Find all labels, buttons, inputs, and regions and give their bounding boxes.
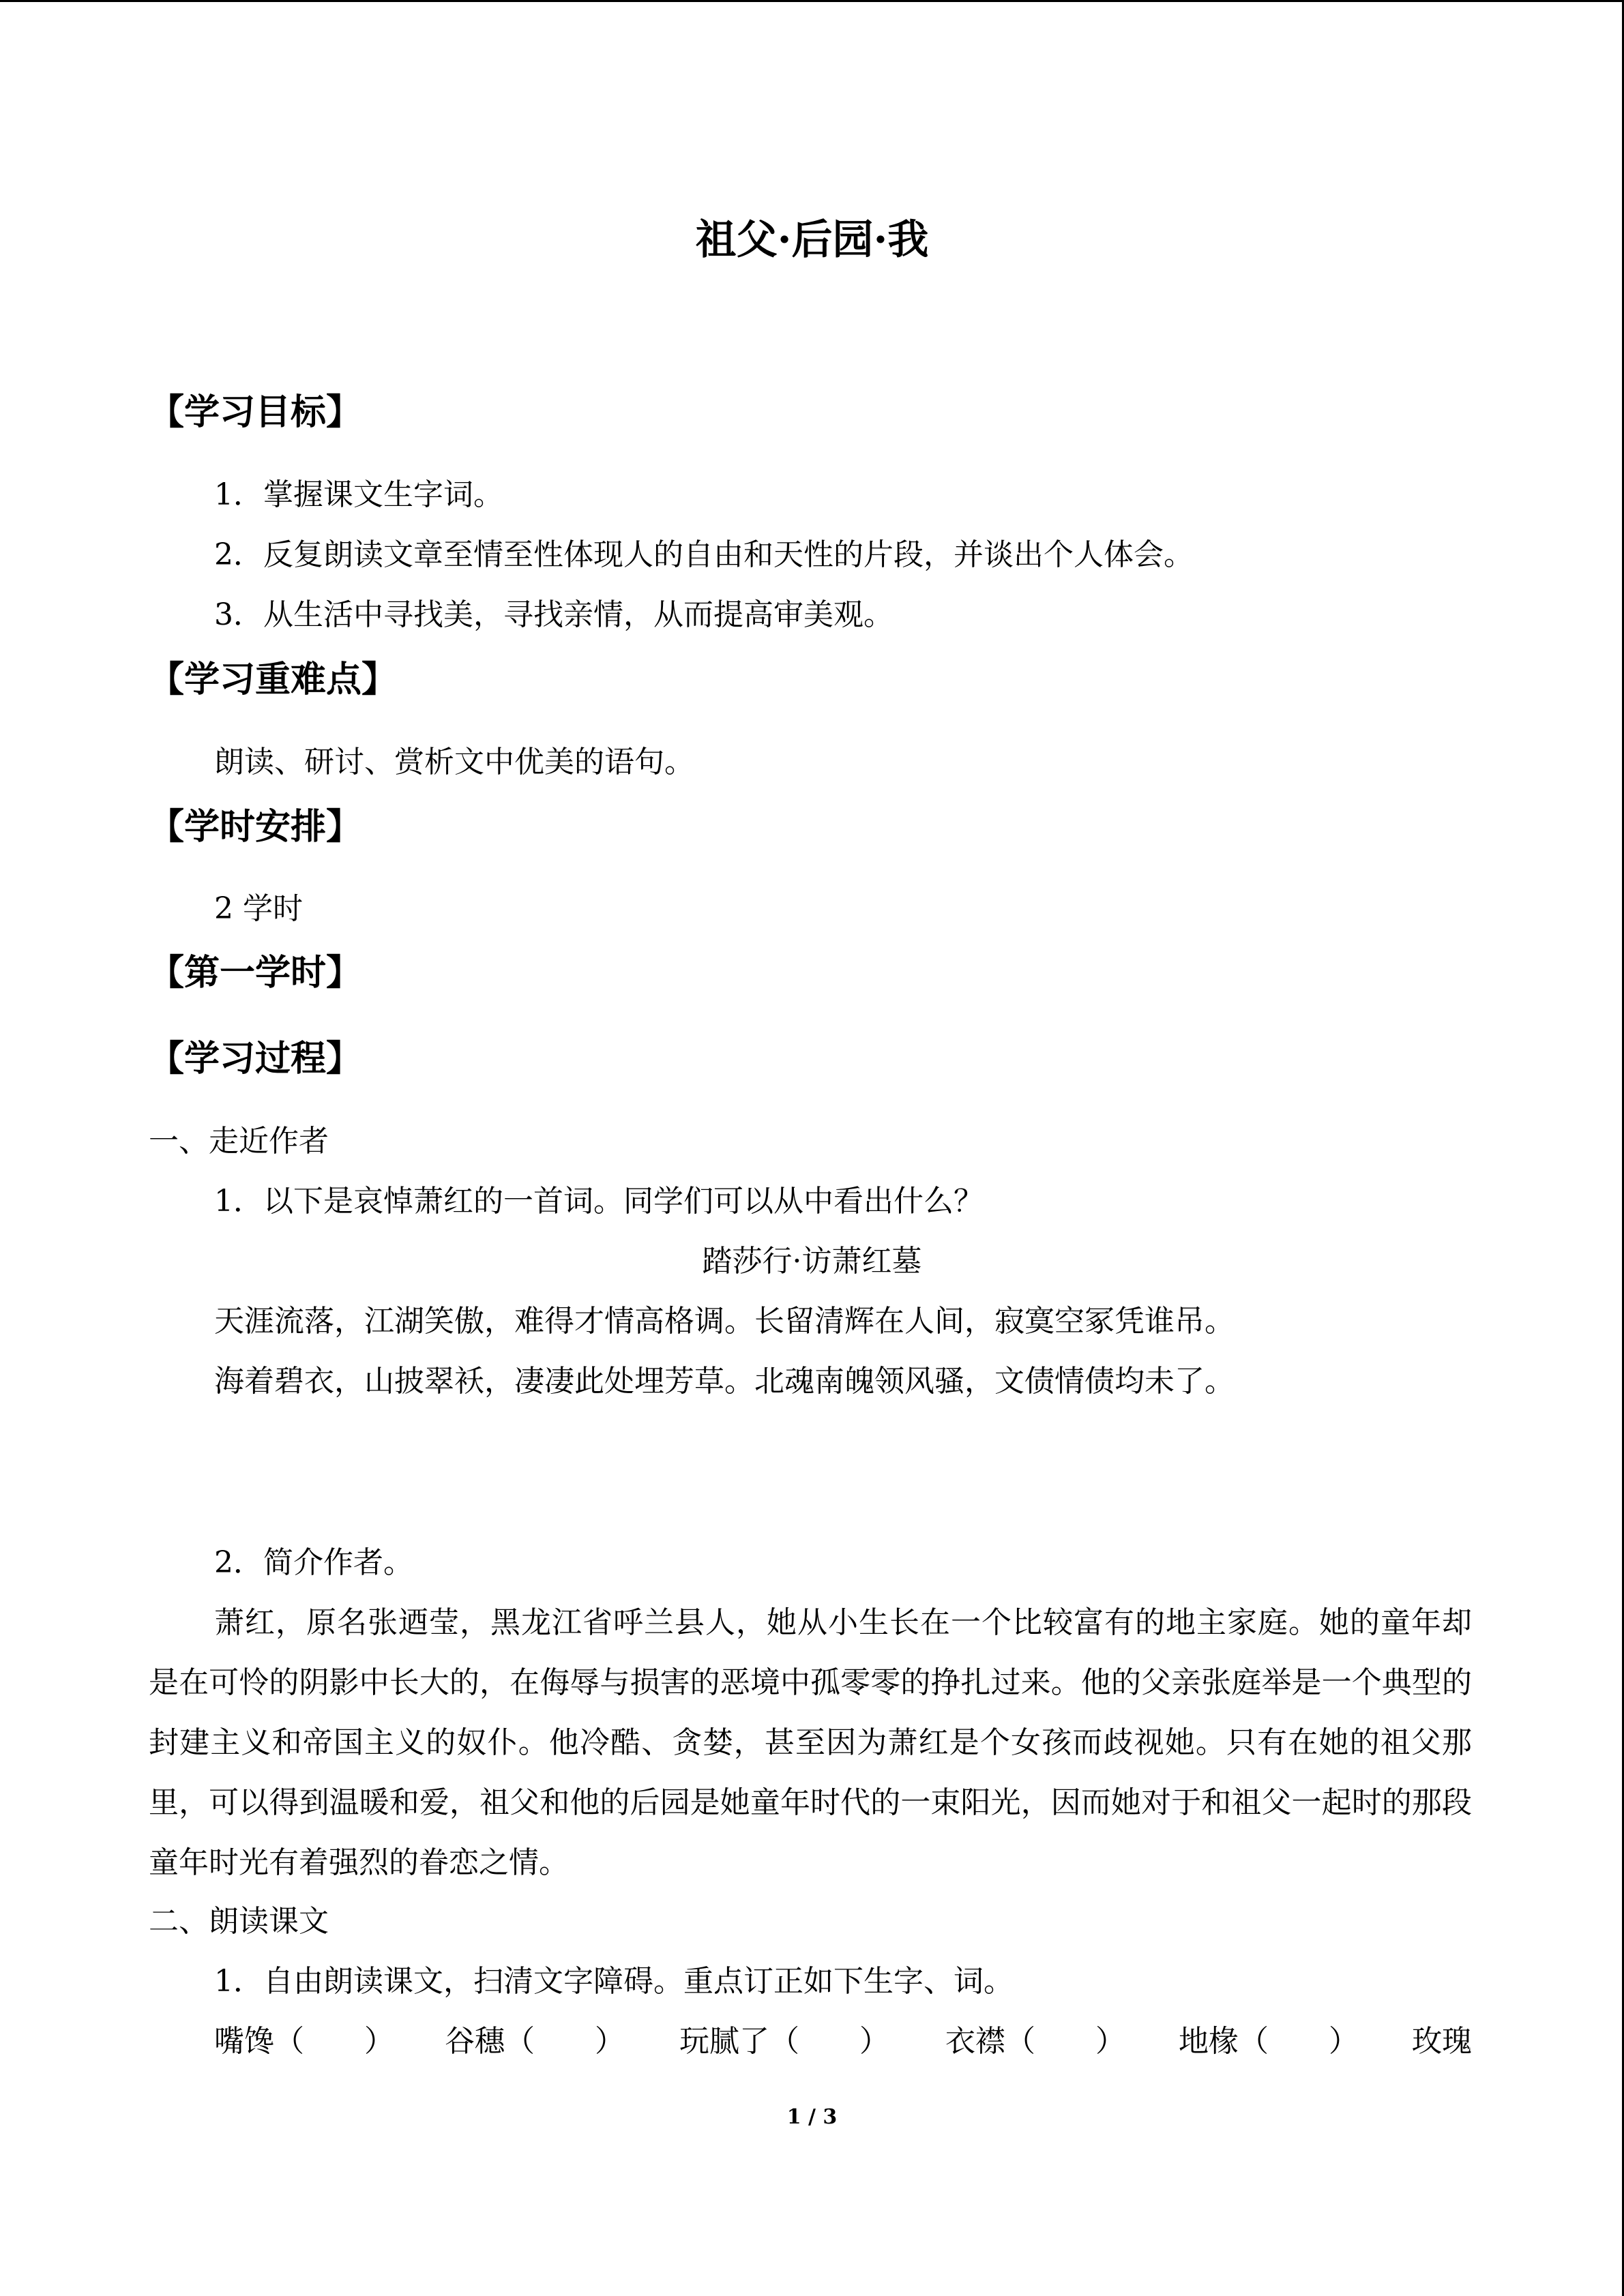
poem-line-1: 天涯流落，江湖笑傲，难得才情高格调。长留清辉在人间，寂寞空冢凭谁吊。	[214, 1304, 1235, 1339]
goal-item-2: 2．反复朗读文章至情至性体现人的自由和天性的片段，并谈出个人体会。	[214, 537, 1194, 572]
vocab-word-5: 地椽（ ）	[1179, 2024, 1359, 2059]
schedule-heading: 【学时安排】	[149, 806, 362, 848]
part2-heading: 二、朗读课文	[149, 1904, 329, 1939]
goal-item-3: 3．从生活中寻找美，寻找亲情，从而提高审美观。	[214, 597, 894, 632]
poem-line-2: 海着碧衣，山披翠袄，凄凄此处埋芳草。北魂南魄领风骚，文债情债均未了。	[214, 1364, 1235, 1399]
vocab-word-2: 谷穗（ ）	[445, 2024, 625, 2059]
page-top-border	[0, 0, 1624, 2]
part1-question-1: 1．以下是哀悼萧红的一首词。同学们可以从中看出什么？	[214, 1184, 984, 1219]
process-heading: 【学习过程】	[149, 1038, 362, 1079]
goal-item-1: 1．掌握课文生字词。	[214, 477, 503, 512]
vocab-word-6: 玫瑰	[1412, 2024, 1472, 2059]
poem-title: 踏莎行·访萧红墓	[702, 1244, 922, 1279]
vocab-word-4: 衣襟（ ）	[945, 2024, 1125, 2059]
vocab-word-1: 嘴馋（ ）	[214, 2024, 394, 2059]
part1-heading: 一、走近作者	[149, 1124, 329, 1159]
vocab-word-3: 玩腻了（ ）	[679, 2024, 889, 2059]
author-bio-paragraph: 萧红，原名张迺莹，黑龙江省呼兰县人，她从小生长在一个比较富有的地主家庭。她的童年却是在可怜的阴影中长大的，在侮辱与损害的恶境中孤零零的挣扎过来。他的父亲张庭举是一个典型的封建主义和帝国主义的奴仆。他冷酷、贪婪，甚至因为萧红是个女孩而歧视她。只有在她的祖父那里，可以得到温暖和爱，祖父和他的后园是她童年时代的一束阳光，因而她对于和祖父一起时的那段童年时光有着强烈的眷恋之情。	[149, 1605, 1472, 1880]
key-points-text: 朗读、研讨、赏析文中优美的语句。	[214, 745, 694, 779]
goals-heading: 【学习目标】	[149, 391, 362, 433]
first-period-heading: 【第一学时】	[149, 952, 362, 994]
schedule-text: 2 学时	[214, 891, 303, 926]
part2-question-1: 1．自由朗读课文，扫清文字障碍。重点订正如下生字、词。	[214, 1964, 1014, 1999]
part1-question-2: 2．简介作者。	[214, 1545, 413, 1580]
page-number: 1 / 3	[786, 2105, 838, 2129]
page-title: 祖父·后园·我	[695, 216, 929, 264]
key-points-heading: 【学习重难点】	[149, 659, 398, 700]
